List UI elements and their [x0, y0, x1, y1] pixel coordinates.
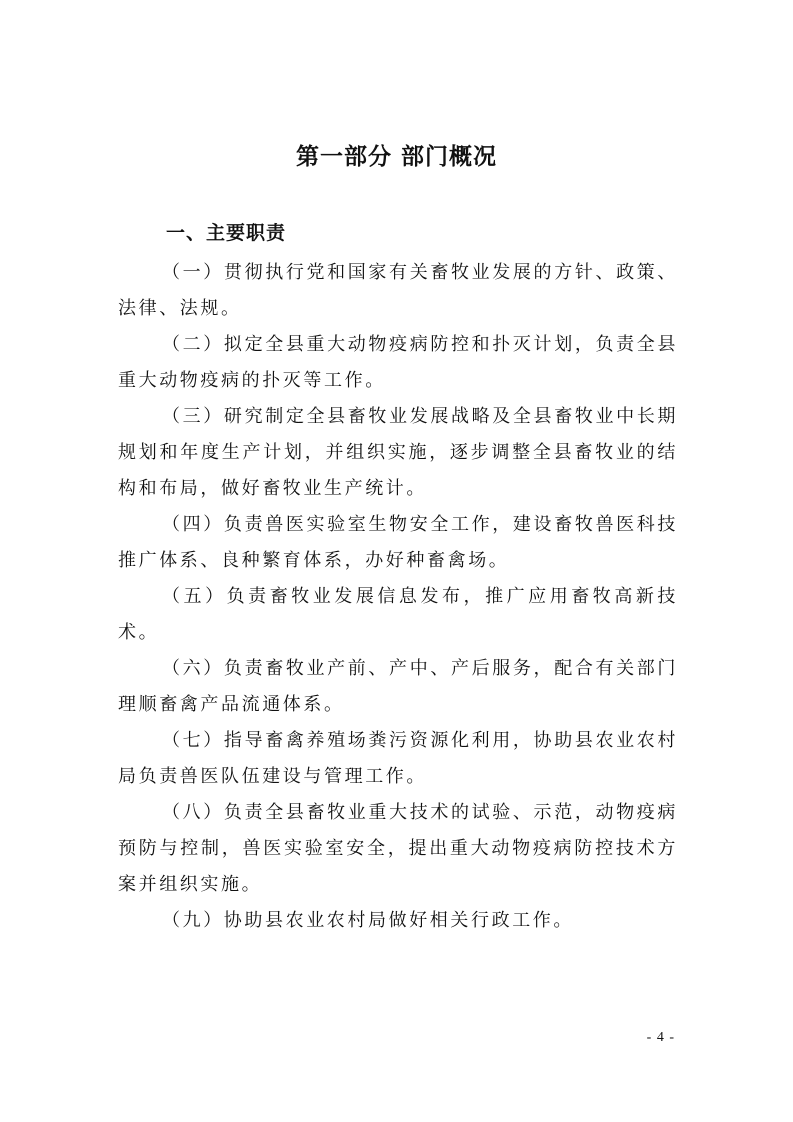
page-number: - 4 -: [646, 1030, 675, 1045]
paragraph-8: （八）负责全县畜牧业重大技术的试验、示范，动物疫病预防与控制，兽医实验室安全，提出重大动物疫病防控技术方案并组织实施。: [118, 802, 678, 895]
section-heading: 一、主要职责: [166, 222, 287, 244]
paragraph-1: （一）贯彻执行党和国家有关畜牧业发展的方针、政策、法律、法规。: [118, 262, 678, 319]
paragraph-2: （二）拟定全县重大动物疫病防控和扑灭计划，负责全县重大动物疫病的扑灭等工作。: [118, 334, 678, 391]
body-text: [118, 255, 678, 939]
paragraph-3: （三）研究制定全县畜牧业发展战略及全县畜牧业中长期规划和年度生产计划，并组织实施，逐步调整全县畜牧业的结构和布局，做好畜牧业生产统计。: [118, 406, 678, 499]
paragraph-4: （四）负责兽医实验室生物安全工作，建设畜牧兽医科技推广体系、良种繁育体系，办好种畜禽场。: [118, 514, 678, 571]
paragraph-7: （七）指导畜禽养殖场粪污资源化利用，协助县农业农村局负责兽医队伍建设与管理工作。: [118, 730, 678, 787]
paragraph-9: （九）协助县农业农村局做好相关行政工作。: [162, 910, 574, 931]
paragraph-6: （六）负责畜牧业产前、产中、产后服务，配合有关部门理顺畜禽产品流通体系。: [118, 658, 678, 715]
paragraph-5: （五）负责畜牧业发展信息发布，推广应用畜牧高新技术。: [118, 586, 678, 643]
page-title: 第一部分 部门概况: [295, 144, 497, 170]
